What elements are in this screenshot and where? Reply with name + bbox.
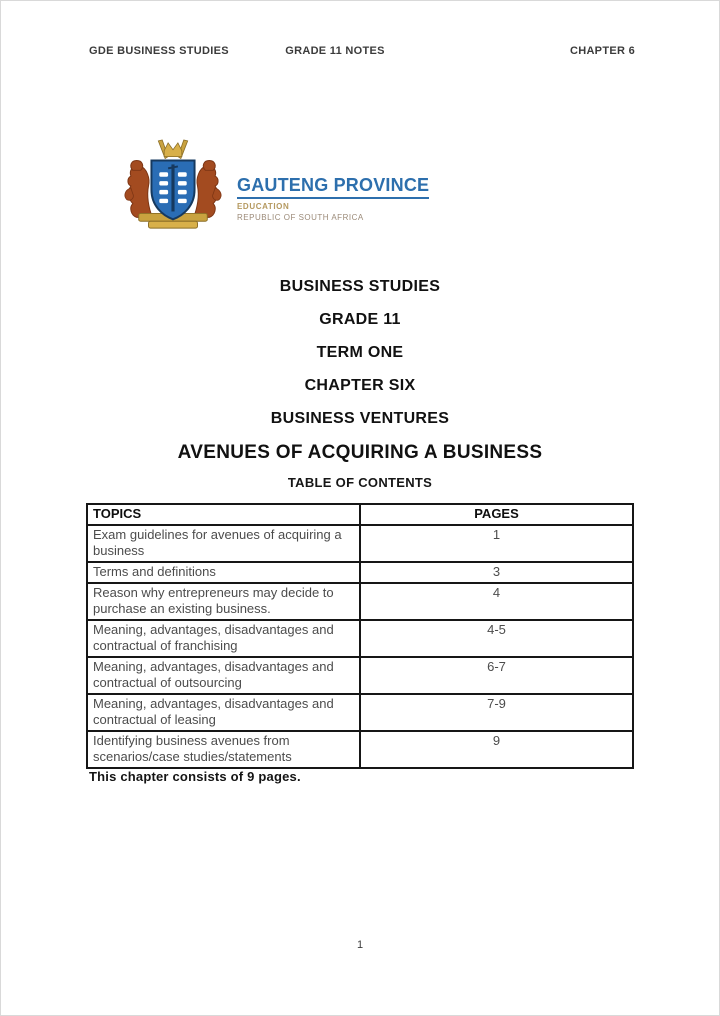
running-header <box>89 45 635 57</box>
pages-cell: 3 <box>360 562 633 583</box>
header-left: GDE BUSINESS STUDIES <box>89 45 229 57</box>
topic-cell: Exam guidelines for avenues of acquiring a business <box>87 525 360 562</box>
title-main: AVENUES OF ACQUIRING A BUSINESS <box>177 442 543 463</box>
title-term: TERM ONE <box>316 344 404 361</box>
topics-column-header: TOPICS <box>87 504 360 525</box>
chapter-length-note: This chapter consists of 9 pages. <box>89 769 301 784</box>
toc-table <box>86 503 634 769</box>
topic-cell: Meaning, advantages, disadvantages and contractual of leasing <box>87 694 360 731</box>
topic-cell: Identifying business avenues from scenarios/case studies/statements <box>87 731 360 768</box>
logo-text-block <box>237 150 429 222</box>
title-subject: BUSINESS STUDIES <box>279 278 441 295</box>
table-row <box>87 525 633 562</box>
topic-cell: Meaning, advantages, disadvantages and contractual of outsourcing <box>87 657 360 694</box>
topic-cell: Terms and definitions <box>87 562 360 583</box>
header-center: GRADE 11 NOTES <box>285 45 385 57</box>
logo-org-name: GAUTENG PROVINCE <box>237 176 429 199</box>
pages-cell: 7-9 <box>360 694 633 731</box>
title-topic: BUSINESS VENTURES <box>270 410 450 427</box>
title-block <box>1 277 719 490</box>
page-number: 1 <box>356 939 364 951</box>
pages-cell: 9 <box>360 731 633 768</box>
logo-department: EDUCATION <box>237 201 290 211</box>
table-row <box>87 562 633 583</box>
topic-cell: Reason why entrepreneurs may decide to purchase an existing business. <box>87 583 360 620</box>
logo-country: REPUBLIC OF SOUTH AFRICA <box>237 212 364 222</box>
title-chapter: CHAPTER SIX <box>304 377 416 394</box>
pages-column-header: PAGES <box>360 504 633 525</box>
coat-of-arms-icon <box>119 137 227 235</box>
title-grade: GRADE 11 <box>319 311 401 328</box>
table-header-row <box>87 504 633 525</box>
table-row <box>87 583 633 620</box>
table-row <box>87 731 633 768</box>
gauteng-province-logo <box>119 137 429 235</box>
pages-cell: 1 <box>360 525 633 562</box>
pages-cell: 4-5 <box>360 620 633 657</box>
pages-cell: 6-7 <box>360 657 633 694</box>
toc-heading: TABLE OF CONTENTS <box>287 475 433 490</box>
pages-cell: 4 <box>360 583 633 620</box>
header-right: CHAPTER 6 <box>569 45 635 57</box>
table-row <box>87 657 633 694</box>
table-row <box>87 620 633 657</box>
table-row <box>87 694 633 731</box>
topic-cell: Meaning, advantages, disadvantages and contractual of franchising <box>87 620 360 657</box>
